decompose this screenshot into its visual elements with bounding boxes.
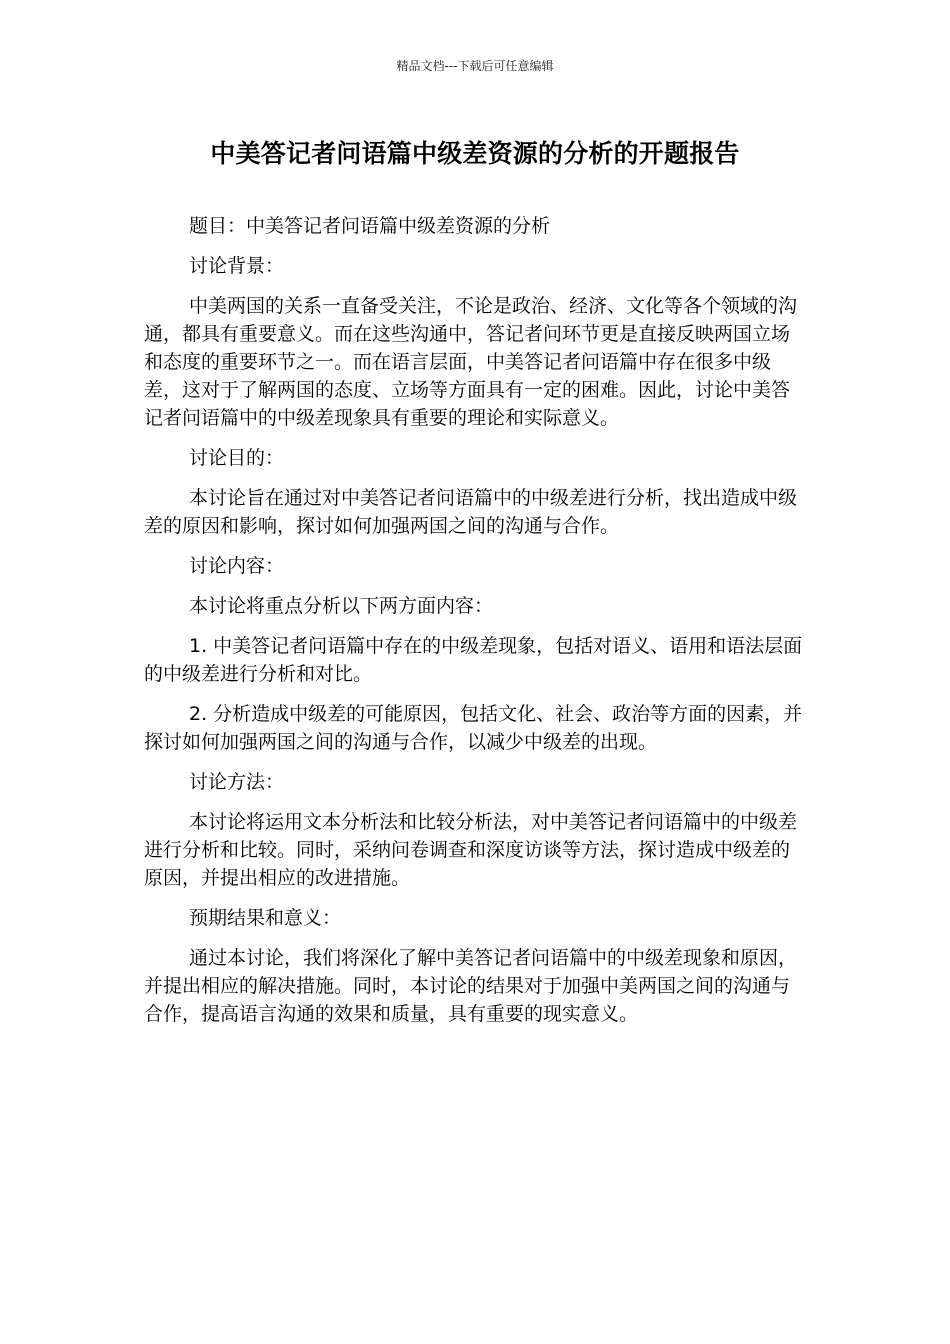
document-title: 中美答记者问语篇中级差资源的分析的开题报告 [210, 139, 740, 168]
section-heading-content: 讨论内容： [189, 555, 285, 577]
background-paragraph: 中美两国的关系一直备受关注，不论是政治、经济、文化等各个领域的沟通，都具有重要意义。而在这些沟通中，答记者问环节更是直接反映两国立场和态度的重要环节之一。而在语言层面，中美答记者问语篇中存在很多中级差，这对于了解两国的态度、立场等方面具有一定的困难。因此，讨论中美答记者问语篇中的中级差现象具有重要的理论和实际意义。 [144, 295, 798, 429]
header-note: 精品文档---下载后可任意编辑 [396, 59, 554, 73]
content-item-2: 2. 分析造成中级差的可能原因，包括文化、社会、政治等方面的因素，并探讨如何加强两国之间的沟通与合作，以减少中级差的出现。 [144, 703, 803, 753]
document-body [144, 212, 808, 1040]
method-paragraph: 本讨论将运用文本分析法和比较分析法，对中美答记者问语篇中的中级差进行分析和比较。同时，采纳问卷调查和深度访谈等方法，探讨造成中级差的原因，并提出相应的改进措施。 [144, 811, 798, 889]
section-heading-background: 讨论背景： [189, 255, 285, 277]
section-heading-expected-results: 预期结果和意义： [189, 907, 342, 929]
purpose-paragraph: 本讨论旨在通过对中美答记者问语篇中的中级差进行分析，找出造成中级差的原因和影响，探讨如何加强两国之间的沟通与合作。 [144, 487, 798, 537]
topic-line: 题目：中美答记者问语篇中级差资源的分析 [189, 215, 551, 237]
expected-results-paragraph: 通过本讨论，我们将深化了解中美答记者问语篇中的中级差现象和原因，并提出相应的解决措施。同时，本讨论的结果对于加强中美两国之间的沟通与合作，提高语言沟通的效果和质量，具有重要的现实意义。 [144, 947, 798, 1025]
section-heading-method: 讨论方法： [189, 771, 285, 793]
section-heading-purpose: 讨论目的： [189, 447, 285, 469]
content-item-1: 1. 中美答记者问语篇中存在的中级差现象，包括对语义、语用和语法层面的中级差进行分析和对比。 [144, 635, 803, 685]
content-intro-paragraph: 本讨论将重点分析以下两方面内容： [189, 595, 494, 617]
